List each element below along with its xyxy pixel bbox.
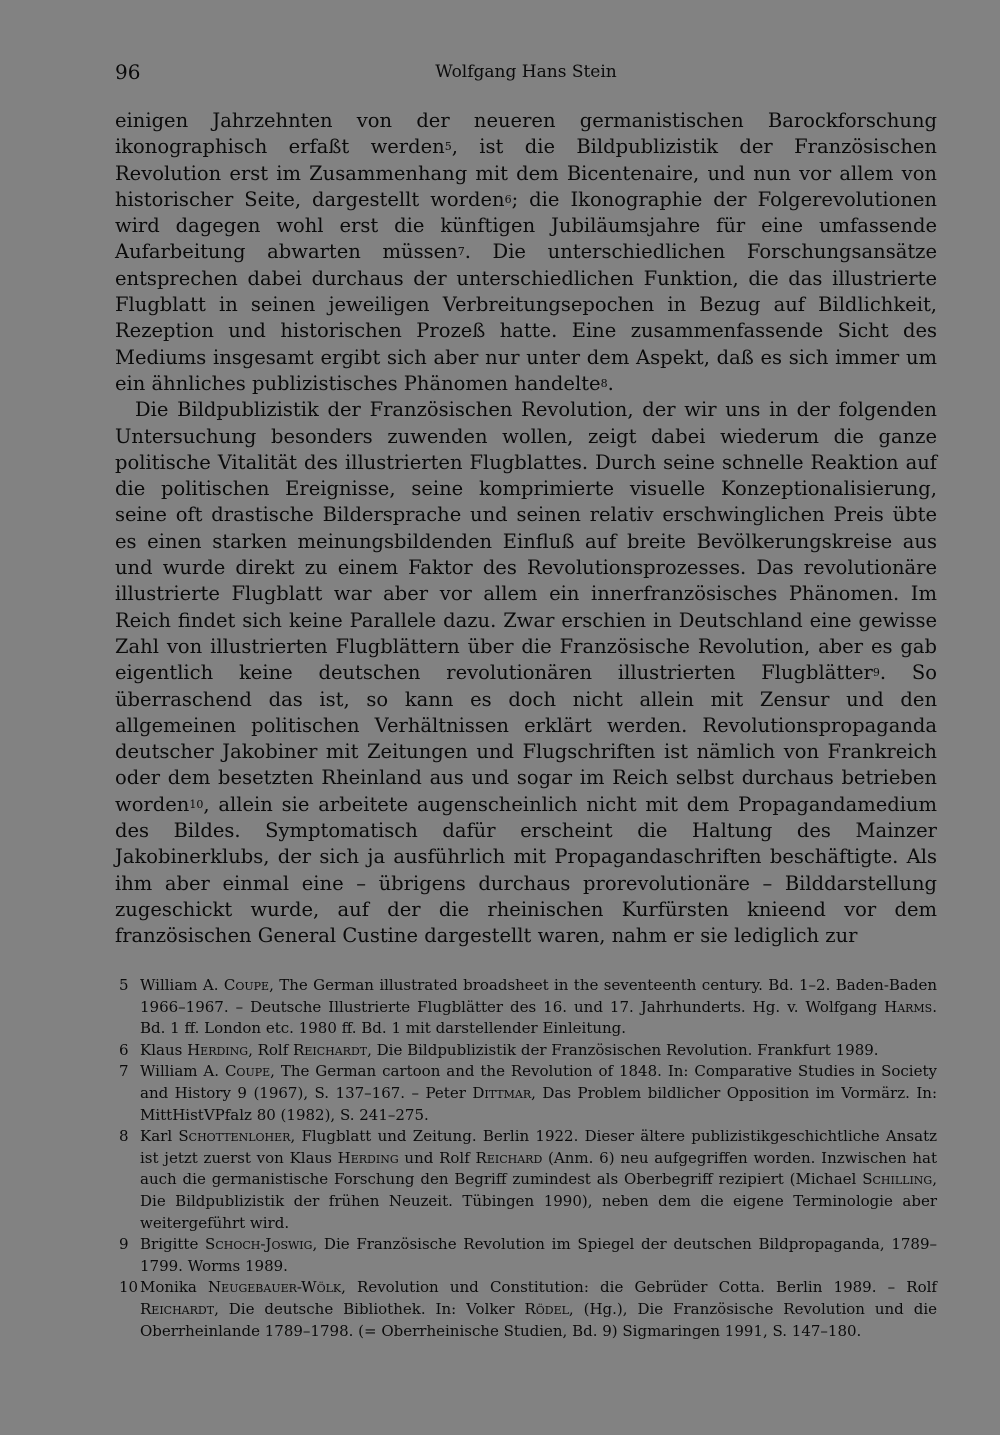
text-run: , (Hg.), Die Französische Revolution und die Oberrheinlande 1789–1798. (= Oberrheinische Studien, Bd. 9) Sigmaringen 1991, S. 147–180. xyxy=(140,1299,937,1340)
text-run: Klaus xyxy=(140,1040,188,1059)
text-run: , The German illustrated broadsheet in the seventeenth century. Bd. 1–2. Baden-Baden 1966–1967. – Deutsche Illustrierte Flugblätter des 16. und 17. Jahrhunderts. Hg. v. Wolfgang xyxy=(140,976,937,1016)
text-run: , Rolf xyxy=(248,1040,294,1059)
text-run: einigen Jahrzehnten von der neueren germanistischen Barockforschung ikonographisch erfaßt werden xyxy=(115,109,937,159)
footnote-number: 8 xyxy=(119,1127,129,1146)
footnote-5 xyxy=(115,975,937,1040)
text-run: , Die Französische Revolution im Spiegel der deutschen Bildpropaganda, 1789–1799. Worms 1989. xyxy=(140,1235,937,1275)
footnote-ref-9: 9 xyxy=(872,666,880,680)
text-run: . Bd. 1 ff. London etc. 1980 ff. Bd. 1 mit darstellender Einleitung. xyxy=(140,997,937,1038)
author-name: Schoch-Joswig xyxy=(205,1235,313,1254)
author-name: Schilling xyxy=(862,1170,933,1189)
footnote-number: 9 xyxy=(119,1235,129,1254)
text-run: ; die Ikonographie der Folgerevolutionen wird dagegen wohl erst die künftigen Jubiläumsjahre für eine umfassende Aufarbeitung abwarten müssen xyxy=(115,187,937,264)
footnote-ref-5: 5 xyxy=(444,140,452,154)
text-run: (Anm. 6) neu aufgegriffen worden. Inzwischen hat auch die germanistische Forschung den Begriff zumindest als Oberbegriff rezipiert (Michael xyxy=(140,1148,937,1189)
author-name: Reichard xyxy=(475,1148,543,1167)
author-name: Rödel xyxy=(524,1299,569,1318)
author-name: Coupe xyxy=(223,976,270,994)
text-run: Die Bildpublizistik der Französischen Revolution, der wir uns in der folgenden Untersuchung besonders zuwenden wollen, zeigt dabei wiederum die ganze politische Vitalität des illustrierten Flugblattes. Durch seine schnelle Reaktion auf die politischen Ereignisse, seine komprimierte visuelle Konzeptionalisierung, seine oft drastische Bildersprache und seinen relativ erschwinglichen Preis übte es einen starken meinungsbildenden Einfluß auf breite Bevölkerungskreise aus und wurde direkt zu einem Faktor des Revolutionsprozesses. Das revolutionäre illustrierte Flugblatt war aber vor allem ein innerfranzösisches Phänomen. Im Reich findet sich keine Parallele dazu. Zwar erschien in Deutschland eine gewisse Zahl von illustrierten Flugblättern über die Französische Revolution, aber es gab eigentlich keine deutschen revolutionären illustrierten Flugblätter xyxy=(115,398,937,685)
footnote-7 xyxy=(115,1061,937,1126)
footnotes xyxy=(115,975,937,1342)
text-run: , Die Bildpublizistik der frühen Neuzeit. Tübingen 1990), neben dem die eigene Terminologie aber weitergeführt wird. xyxy=(140,1170,937,1232)
footnote-number: 5 xyxy=(119,976,129,994)
text-run: , Die Bildpublizistik der Französischen Revolution. Frankfurt 1989. xyxy=(367,1040,879,1059)
author-name: Reichardt xyxy=(140,1299,215,1318)
footnote-number: 7 xyxy=(119,1062,129,1081)
paragraph-2 xyxy=(115,397,937,949)
body-text xyxy=(115,108,937,950)
footnote-8 xyxy=(115,1126,937,1234)
text-run: , ist die Bildpublizistik der Französischen Revolution erst im Zusammenhang mit dem Bicentenaire, und nun vor allem von historischer Seite, dargestellt worden xyxy=(115,135,937,211)
page-header xyxy=(115,60,937,88)
paragraph-1 xyxy=(115,108,937,397)
footnote-9 xyxy=(115,1234,937,1277)
footnote-6 xyxy=(115,1040,937,1062)
text-run: Brigitte xyxy=(140,1235,206,1254)
author-name: Dittmar xyxy=(472,1083,532,1102)
text-run: , The German cartoon and the Revolution of 1848. In: Comparative Studies in Society and History 9 (1967), S. 137–167. – Peter xyxy=(140,1062,937,1102)
text-run: und Rolf xyxy=(398,1148,476,1167)
author-name: Reichardt xyxy=(293,1040,368,1059)
footnote-ref-7: 7 xyxy=(457,245,465,259)
author-name: Herding xyxy=(337,1148,399,1167)
footnote-10 xyxy=(115,1277,937,1342)
footnote-ref-10: 10 xyxy=(189,797,204,811)
text-run: , Das Problem bildlicher Opposition im Vormärz. In: MittHistVPfalz 80 (1982), S. 241–275. xyxy=(140,1083,938,1124)
page-number: 96 xyxy=(115,60,141,84)
text-run: , Revolution und Constitution: die Gebrüder Cotta. Berlin 1989. – Rolf xyxy=(341,1278,937,1297)
footnote-ref-8: 8 xyxy=(600,376,608,390)
text-run: , Flugblatt und Zeitung. Berlin 1922. Dieser ältere publizistikgeschichtliche Ansatz ist jetzt zuerst von Klaus xyxy=(140,1127,937,1167)
footnote-ref-6: 6 xyxy=(504,192,512,206)
running-head: Wolfgang Hans Stein xyxy=(435,62,617,82)
author-name: Harms xyxy=(884,997,933,1016)
text-run: . Die unterschiedlichen Forschungsansätze entsprechen dabei durchaus der unterschiedlichen Funktion, die das illustrierte Flugblatt in seinen jeweiligen Verbreitungsepochen in Bezug auf Bildlichkeit, Rezeption und historischen Prozeß hatte. Eine zusammenfassende Sicht des Mediums insgesamt ergibt sich aber nur unter dem Aspekt, daß es sich immer um ein ähnliches publizistisches Phänomen handelte xyxy=(115,240,937,395)
footnote-number: 6 xyxy=(119,1040,129,1059)
text-run: William A. xyxy=(140,1062,225,1081)
author-name: Coupe xyxy=(224,1062,271,1081)
footnote-number: 10 xyxy=(119,1278,139,1297)
author-name: Neugebauer-Wölk xyxy=(208,1278,342,1297)
author-name: Schottenloher xyxy=(178,1127,291,1146)
text-run: . So überraschend das ist, so kann es doch nicht allein mit Zensur und den allgemeinen politischen Verhältnissen erklärt werden. Revolutionspropaganda deutscher Jakobiner mit Zeitungen und Flugschriften ist nämlich von Frankreich oder dem besetzten Rheinland aus und sogar im Reich selbst durchaus betrieben worden xyxy=(115,661,937,816)
text-run: , Die deutsche Bibliothek. In: Volker xyxy=(214,1299,525,1318)
text-run: , allein sie arbeitete augenscheinlich nicht mit dem Propagandamedium des Bildes. Symptomatisch dafür erscheint die Haltung des Mainzer Jakobinerklubs, der sich ja ausführlich mit Propagandaschriften beschäftigte. Als ihm aber einmal eine – übrigens durchaus prorevolutionäre – Bilddarstellung zugeschickt wurde, auf der die rheinischen Kurfürsten knieend vor dem französischen General Custine dargestellt waren, nahm er sie lediglich zur xyxy=(115,792,937,948)
text-run: William A. xyxy=(140,976,224,994)
text-run: Monika xyxy=(140,1278,209,1297)
author-name: Herding xyxy=(187,1040,249,1059)
text-run: Karl xyxy=(140,1127,179,1146)
text-run: . xyxy=(607,371,614,395)
